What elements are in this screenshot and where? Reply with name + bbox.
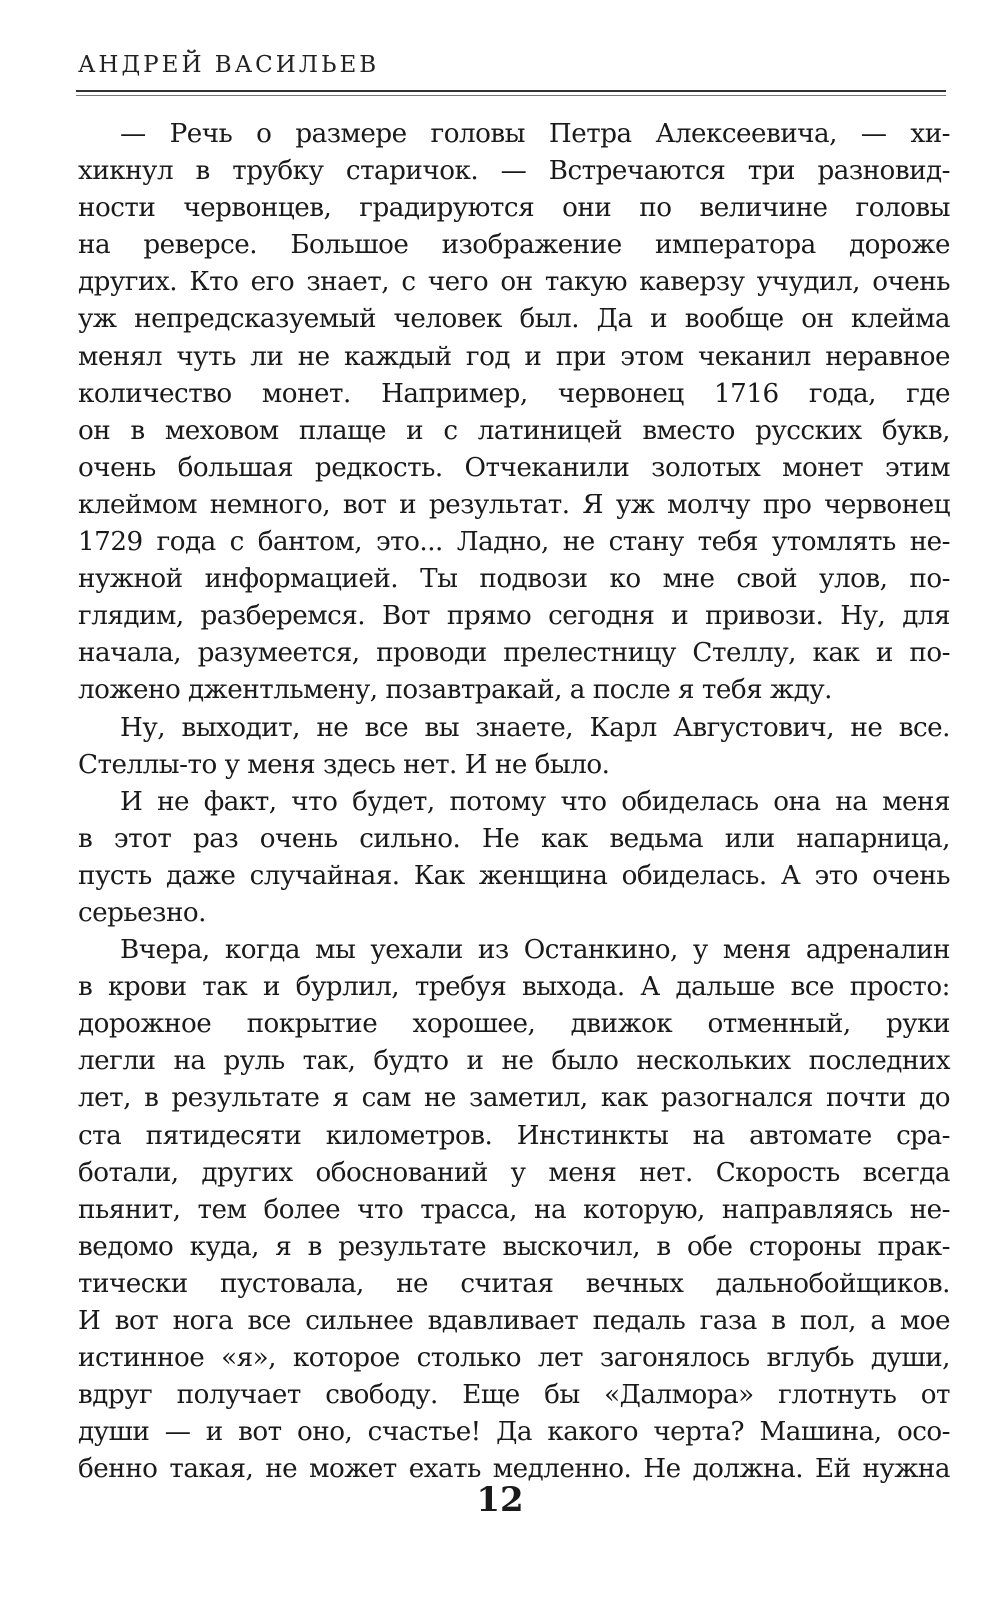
text-line: ложено джентльмену, позавтракай, а после я тебя жду. bbox=[78, 675, 832, 706]
text-line: глядим, разберемся. Вот прямо сегодня и привози. Ну, для bbox=[78, 601, 950, 632]
paragraph bbox=[78, 116, 950, 710]
running-header-author: АНДРЕЙ ВАСИЛЬЕВ bbox=[78, 52, 380, 78]
text-line: пусть даже случайная. Как женщина обиделась. А это очень bbox=[78, 860, 950, 891]
text-line: Вчера, когда мы уехали из Останкино, у меня адреналин bbox=[120, 935, 950, 966]
text-line: 1729 года с бантом, это... Ладно, не стану тебя утомлять не- bbox=[78, 527, 950, 558]
text-line: Ну, выходит, не все вы знаете, Карл Августович, не все. bbox=[120, 712, 950, 743]
text-line: хикнул в трубку старичок. — Встречаются три разновид- bbox=[78, 156, 950, 187]
text-line: в крови так и бурлил, требуя выхода. А дальше все просто: bbox=[78, 972, 950, 1003]
paragraph bbox=[78, 710, 950, 784]
header-rule-thin bbox=[76, 95, 946, 96]
header-rule bbox=[76, 90, 946, 92]
text-line: души — и вот оно, счастье! Да какого черта? Машина, осо- bbox=[78, 1417, 950, 1448]
page-number: 12 bbox=[476, 1480, 524, 1520]
text-line: уж непредсказуемый человек был. Да и вообще он клейма bbox=[78, 304, 950, 335]
body-text bbox=[78, 116, 950, 1488]
text-line: ботали, других обоснований у меня нет. Скорость всегда bbox=[78, 1157, 950, 1188]
paragraph bbox=[78, 932, 950, 1488]
text-line: он в меховом плаще и с латиницей вместо русских букв, bbox=[78, 415, 950, 446]
text-line: истинное «я», которое столько лет загонялось вглубь души, bbox=[78, 1343, 950, 1374]
text-line: в этот раз очень сильно. Не как ведьма или напарница, bbox=[78, 823, 950, 854]
text-line: ности червонцев, градируются они по величине головы bbox=[78, 193, 950, 224]
text-line: ста пятидесяти километров. Инстинкты на автомате сра- bbox=[78, 1120, 950, 1151]
text-line: клеймом немного, вот и результат. Я уж молчу про червонец bbox=[78, 489, 950, 520]
text-line: на реверсе. Большое изображение императора дороже bbox=[78, 230, 950, 261]
text-line: ведомо куда, я в результате выскочил, в обе стороны прак- bbox=[78, 1231, 950, 1262]
text-line: дорожное покрытие хорошее, движок отменный, руки bbox=[78, 1009, 950, 1040]
text-line: серьезно. bbox=[78, 897, 207, 928]
text-line: очень большая редкость. Отчеканили золотых монет этим bbox=[78, 452, 950, 483]
text-line: менял чуть ли не каждый год и при этом чеканил неравное bbox=[78, 341, 950, 372]
text-line: — Речь о размере головы Петра Алексеевича, — хи- bbox=[120, 119, 950, 149]
text-line: других. Кто его знает, с чего он такую каверзу учудил, очень bbox=[78, 267, 950, 298]
text-line: лет, в результате я сам не заметил, как разогнался почти до bbox=[78, 1083, 950, 1114]
text-line: И вот нога все сильнее вдавливает педаль газа в пол, а мое bbox=[78, 1306, 950, 1336]
text-line: И не факт, что будет, потому что обиделась она на меня bbox=[120, 786, 950, 817]
text-line: Стеллы-то у меня здесь нет. И не было. bbox=[78, 749, 610, 780]
text-line: бенно такая, не может ехать медленно. Не должна. Ей нужна bbox=[78, 1454, 950, 1485]
paragraph bbox=[78, 784, 950, 932]
text-line: вдруг получает свободу. Еще бы «Далмора» глотнуть от bbox=[78, 1380, 950, 1411]
text-line: количество монет. Например, червонец 1716 года, где bbox=[78, 378, 950, 409]
text-line: начала, разумеется, проводи прелестницу Стеллу, как и по- bbox=[78, 638, 950, 669]
text-line: тически пустовала, не считая вечных дальнобойщиков. bbox=[78, 1268, 950, 1299]
text-line: пьянит, тем более что трасса, на которую, направляясь не- bbox=[78, 1194, 950, 1225]
text-line: нужной информацией. Ты подвози ко мне свой улов, по- bbox=[78, 564, 950, 595]
text-line: легли на руль так, будто и не было нескольких последних bbox=[78, 1046, 950, 1077]
